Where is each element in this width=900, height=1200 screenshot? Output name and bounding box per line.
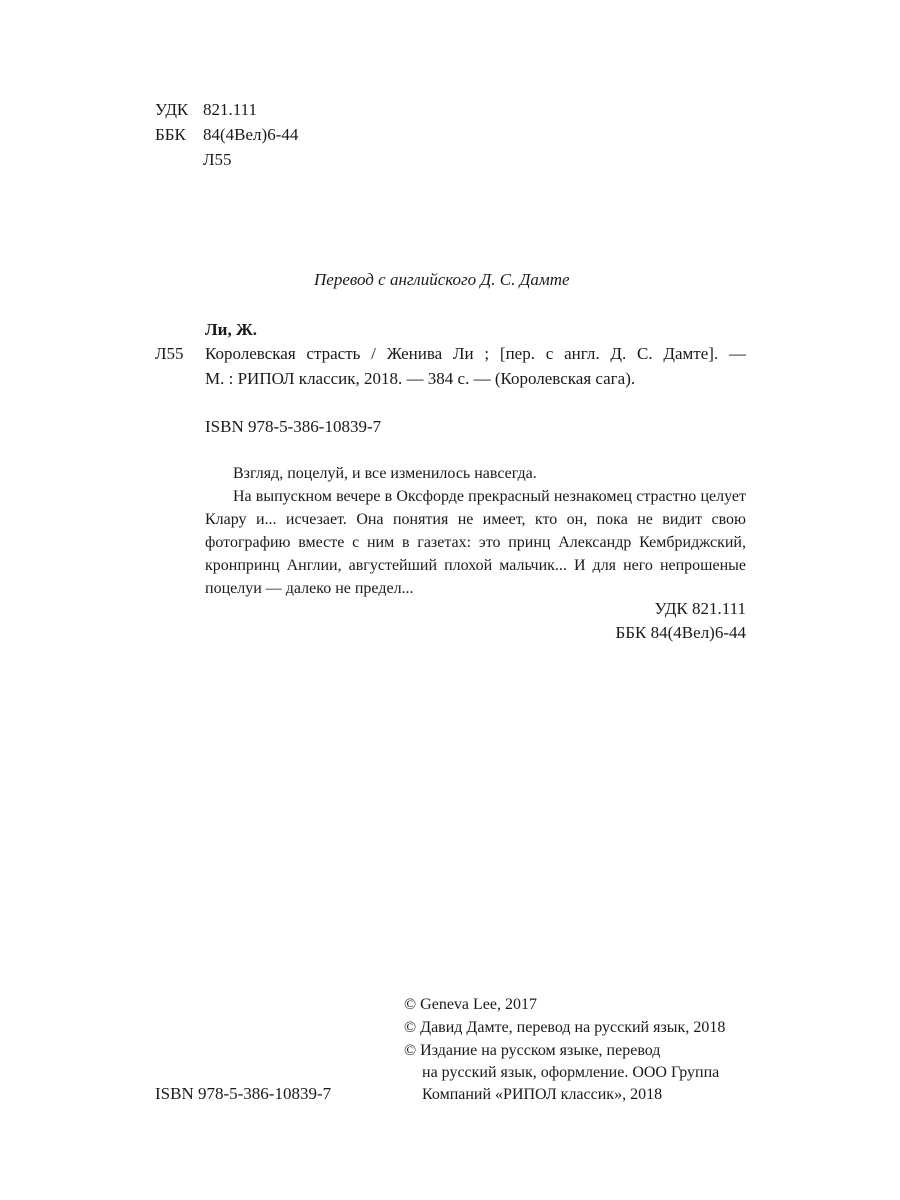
annotation-paragraph-1: Взгляд, поцелуй, и все изменилось навсегда. xyxy=(233,465,537,482)
bbk-line xyxy=(155,125,298,145)
udk-value: 821.111 xyxy=(203,100,257,119)
copyright-publisher-line-3: Компаний «РИПОЛ классик», 2018 xyxy=(422,1086,663,1103)
copyright-publisher-line-1: © Издание на русском языке, перевод xyxy=(404,1042,661,1059)
bib-heading: Ли, Ж. xyxy=(205,320,258,339)
annotation xyxy=(205,462,746,600)
udk-line xyxy=(155,100,257,120)
bib-line-2: М. : РИПОЛ классик, 2018. — 384 с. — (Королевская сага). xyxy=(205,369,636,388)
bib-mark: Л55 xyxy=(155,344,184,363)
annotation-udk: УДК 821.111 xyxy=(654,599,746,618)
copyright-author: © Geneva Lee, 2017 xyxy=(404,996,537,1013)
bib-isbn: ISBN 978-5-386-10839-7 xyxy=(205,417,382,436)
annotation-paragraph-2: На выпускном вечере в Оксфорде прекрасный незнакомец страстно целует Клару и... исчезает. Она понятия не имеет, кто он, пока не видит свою фотографию вместе с ним в газетах: это принц Александр Кембриджский, кронпринц Англии, августейший плохой мальчик... И для него непрошеные поцелуи — далеко не предел... xyxy=(205,488,746,597)
bib-line-1: Королевская страсть / Женива Ли ; [пер. с англ. Д. С. Дамте]. — xyxy=(205,344,746,363)
translation-note: Перевод с английского Д. С. Дамте xyxy=(314,270,570,289)
udk-label: УДК xyxy=(155,100,189,119)
footer-isbn: ISBN 978-5-386-10839-7 xyxy=(155,1084,332,1103)
copyright-publisher-line-2: на русский язык, оформление. ООО Группа xyxy=(422,1064,720,1081)
bbk-label: ББК xyxy=(155,125,186,144)
copyright-translator: © Давид Дамте, перевод на русский язык, 2018 xyxy=(404,1019,726,1036)
author-mark: Л55 xyxy=(203,150,232,169)
bbk-value: 84(4Вел)6-44 xyxy=(203,125,299,144)
annotation-bbk: ББК 84(4Вел)6-44 xyxy=(615,623,746,642)
